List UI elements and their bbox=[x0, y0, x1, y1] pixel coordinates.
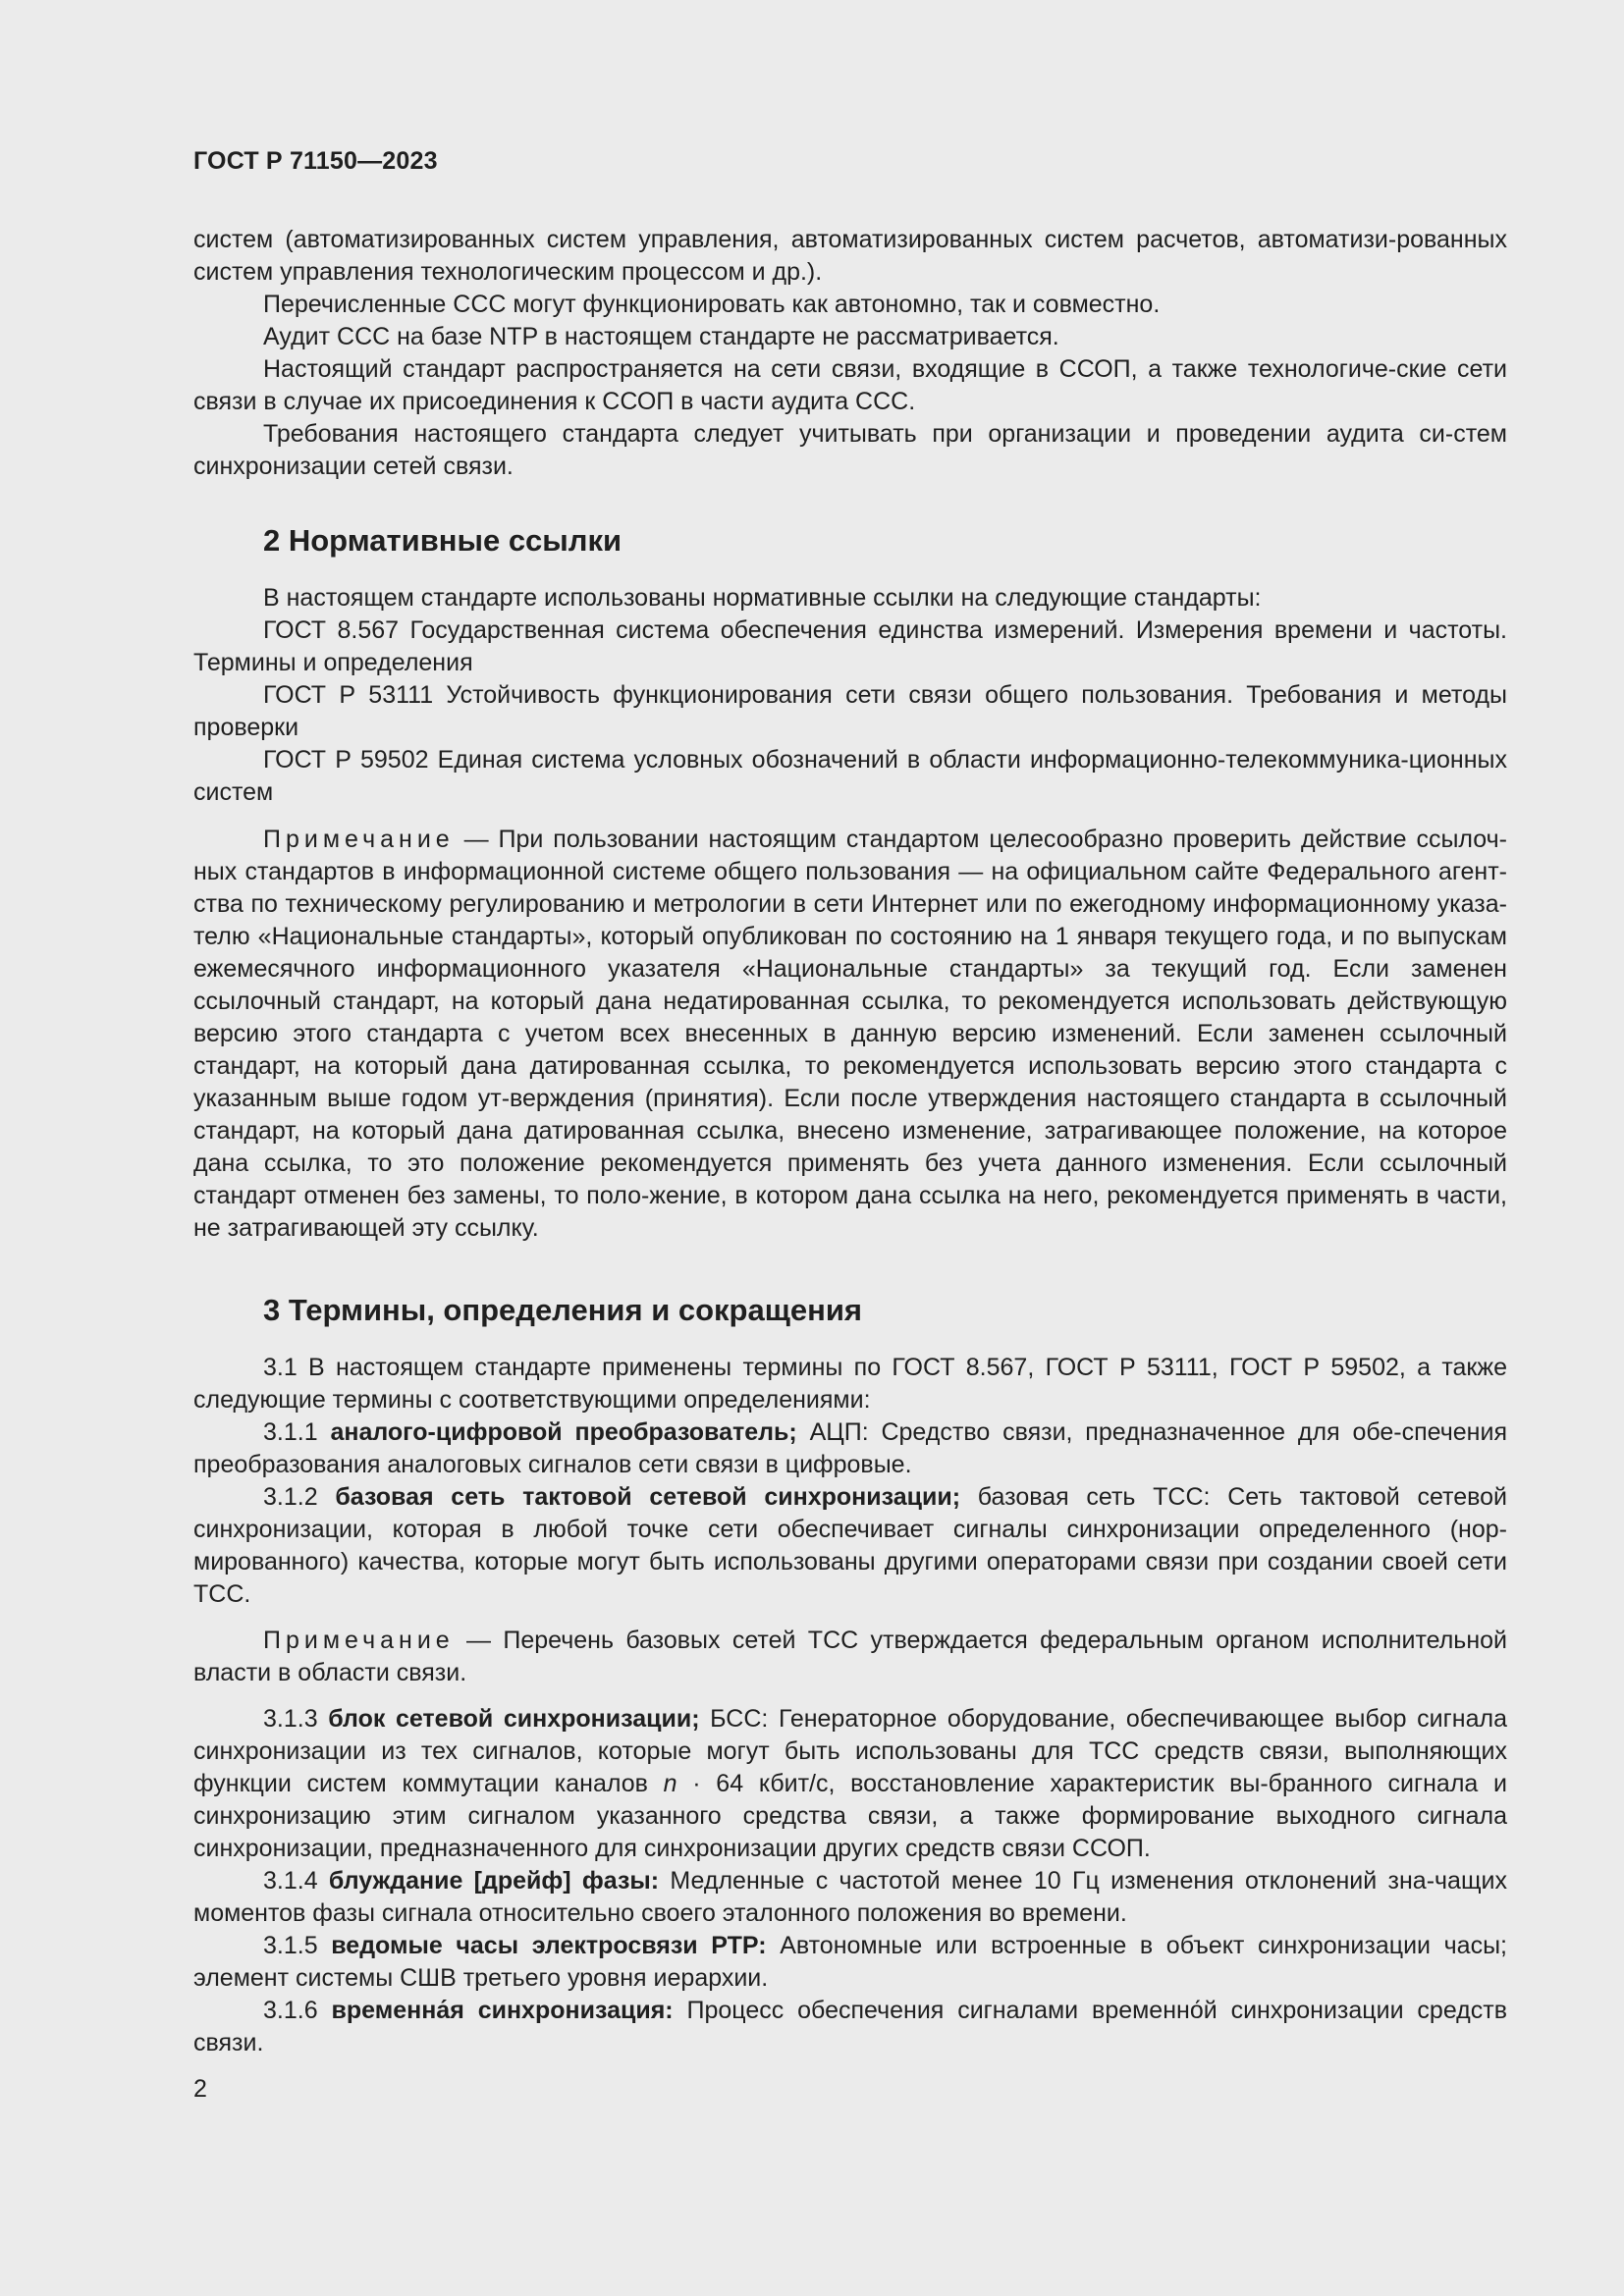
note-text: — При пользовании настоящим стандартом целесообразно проверить действие ссылоч-ных стандартов в информационной системе общего пользования — на официальном сайте Федерального агент-ства по техническому регулированию и метрологии в сети Интернет или по ежегодному информационному указа-телю «Национальные стандарты», который опубликован по состоянию на 1 января текущего года, и по выпускам ежемесячного информационного указателя «Национальные стандарты» за текущий год. Если заменен ссылочный стандарт, на который дана недатированная ссылка, то рекомендуется использовать действующую версию этого стандарта с учетом всех внесенных в данную версию изменений. Если заменен ссылочный стандарт, на который дана датированная ссылка, то рекомендуется использовать версию этого стандарта с указанным выше годом ут-верждения (принятия). Если после утверждения настоящего стандарта в ссылочный стандарт, на который дана датированная ссылка, внесено изменение, затрагивающее положение, на которое дана ссылка, то это положение рекомендуется применять без учета данного изменения. Если ссылочный стандарт отменен без замены, то поло-жение, в котором дана ссылка на него, рекомендуется применять в части, не затрагивающей эту ссылку. bbox=[193, 826, 1507, 1242]
document-header: ГОСТ Р 71150—2023 bbox=[193, 147, 438, 175]
page-number: 2 bbox=[193, 2075, 207, 2103]
term-name: блок сетевой синхронизации; bbox=[328, 1705, 700, 1733]
term-number: 3.1.1 bbox=[263, 1418, 331, 1446]
note-label: Примечание bbox=[263, 1627, 455, 1654]
term-definition-continued: · 64 кбит/с, восстановление характеристик вы-бранного сигнала и синхронизацию этим сигналом указанного средства связи, а также формирование выходного сигнала синхронизации, предназначенного для синхронизации других средств связи ССОП. bbox=[193, 1770, 1507, 1862]
term-3-1-2 bbox=[193, 1481, 1507, 1611]
term-number: 3.1.2 bbox=[263, 1483, 336, 1511]
intro-paragraph-4: Настоящий стандарт распространяется на сети связи, входящие в ССОП, а также технологиче-ские сети связи в случае их присоединения к ССОП в части аудита ССС. bbox=[193, 355, 1507, 415]
term-definition: базовая сеть ТСС: Сеть тактовой сетевой синхронизации, которая в любой точке сети обеспечивает сигналы синхронизации определенного (нор-мированного) качества, которые могут быть использованы другими операторами связи при создании своей сети ТСС. bbox=[193, 1483, 1507, 1608]
term-number: 3.1.4 bbox=[263, 1867, 329, 1895]
clause-3-1: 3.1 В настоящем стандарте применены термины по ГОСТ 8.567, ГОСТ Р 53111, ГОСТ Р 59502, а также следующие термины с соответствующими определениями: bbox=[193, 1354, 1507, 1414]
normative-reference-1: ГОСТ 8.567 Государственная система обеспечения единства измерений. Измерения времени и частоты. Термины и определения bbox=[193, 616, 1507, 676]
normative-reference-3: ГОСТ Р 59502 Единая система условных обозначений в области информационно-телекоммуника-ционных систем bbox=[193, 746, 1507, 806]
term-name: базовая сеть тактовой сетевой синхронизации; bbox=[335, 1483, 961, 1511]
section-2-intro: В настоящем стандарте использованы нормативные ссылки на следующие стандарты: bbox=[263, 584, 1262, 612]
term-definition: БСС: Генераторное оборудование, обеспечивающее выбор сигнала синхронизации из тех сигналов, которые могут быть использованы для ТСС средств связи, выполняющих функции систем коммутации каналов bbox=[193, 1705, 1507, 1797]
term-definition: Процесс обеспечения сигналами временно́й синхронизации средств связи. bbox=[193, 1997, 1508, 2056]
term-definition: Медленные с частотой менее 10 Гц изменения отклонений зна-чащих моментов фазы сигнала относительно своего эталонного положения во времени. bbox=[193, 1867, 1507, 1927]
term-3-1-2-note bbox=[193, 1625, 1507, 1689]
variable-n: n bbox=[663, 1770, 677, 1797]
note-label: Примечание bbox=[263, 826, 455, 853]
note-text: — Перечень базовых сетей ТСС утверждается федеральным органом исполнительной власти в области связи. bbox=[193, 1627, 1507, 1686]
term-3-1-3 bbox=[193, 1703, 1507, 1865]
section-2-heading: 2 Нормативные ссылки bbox=[263, 523, 623, 558]
term-definition: Автономные или встроенные в объект синхронизации часы; элемент системы СШВ третьего уровня иерархии. bbox=[193, 1932, 1507, 1992]
term-3-1-1 bbox=[193, 1416, 1507, 1481]
term-number: 3.1.5 bbox=[263, 1932, 332, 1959]
term-3-1-6 bbox=[193, 1995, 1507, 2059]
term-name: ведомые часы электросвязи РТР: bbox=[331, 1932, 767, 1959]
term-name: блуждание [дрейф] фазы: bbox=[328, 1867, 660, 1895]
normative-reference-2: ГОСТ Р 53111 Устойчивость функционирования сети связи общего пользования. Требования и методы проверки bbox=[193, 681, 1507, 741]
intro-paragraph-1: систем (автоматизированных систем управления, автоматизированных систем расчетов, автоматизи-рованных систем управления технологическим процессом и др.). bbox=[193, 226, 1507, 286]
document-body bbox=[193, 224, 1507, 2059]
section-2-note bbox=[193, 824, 1507, 1245]
intro-paragraph-5: Требования настоящего стандарта следует учитывать при организации и проведении аудита си-стем синхронизации сетей связи. bbox=[193, 420, 1507, 480]
term-number: 3.1.3 bbox=[263, 1705, 329, 1733]
term-3-1-4 bbox=[193, 1865, 1507, 1930]
intro-paragraph-3: Аудит ССС на базе NTP в настоящем стандарте не рассматривается. bbox=[263, 323, 1059, 350]
term-3-1-5 bbox=[193, 1930, 1507, 1995]
section-3-heading: 3 Термины, определения и сокращения bbox=[263, 1293, 862, 1327]
term-number: 3.1.6 bbox=[263, 1997, 332, 2024]
intro-paragraph-2: Перечисленные ССС могут функционировать как автономно, так и совместно. bbox=[263, 291, 1161, 318]
term-name: временна́я синхронизация: bbox=[331, 1997, 674, 2024]
term-definition: АЦП: Средство связи, предназначенное для обе-спечения преобразования аналоговых сигналов сети связи в цифровые. bbox=[193, 1418, 1507, 1478]
term-name: аналого-цифровой преобразователь; bbox=[330, 1418, 797, 1446]
